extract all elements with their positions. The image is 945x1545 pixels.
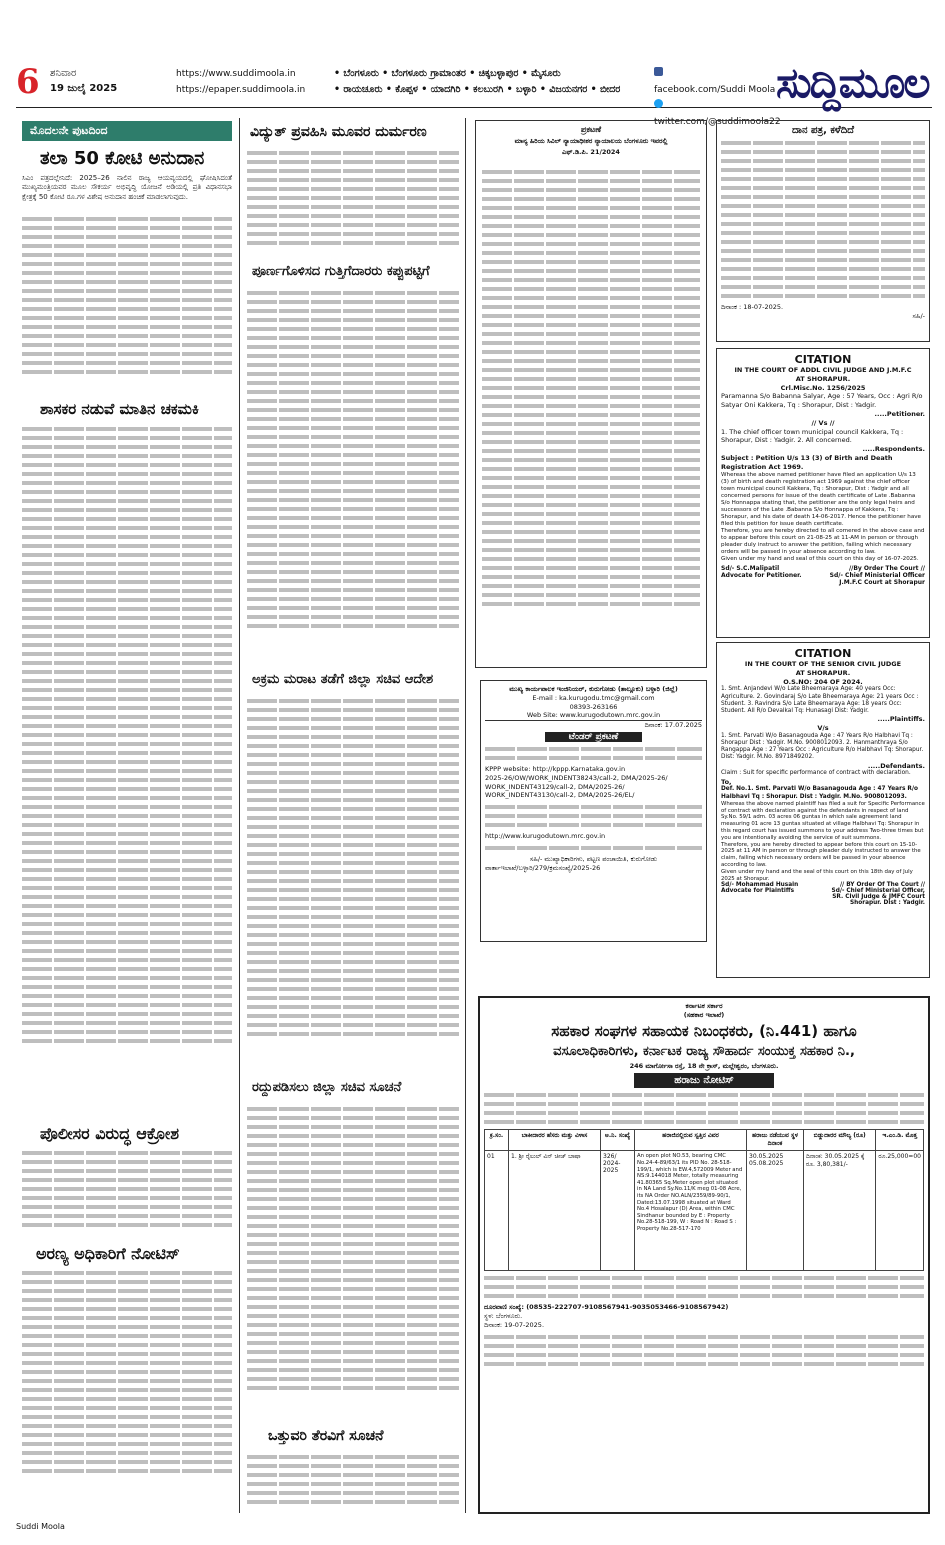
donation-title: ದಾನ ಪತ್ರ, ಕಳೆದಿದೆ [791, 125, 855, 136]
citation1-respondents: 1. The chief officer town municipal council Kakkera, Tq : Shorapur, Dist : Yadgir. 2. All concerned. [721, 427, 904, 445]
tender-email: E-mail : ka.kurugodu.tmc@gmail.com [532, 693, 655, 702]
masthead [16, 58, 932, 127]
citation1-body2: Therefore, you are hereby directed to all comered in the above case and to appear before this court on 21-08-25 at 11-AM in person or through pleader duly instruct to answer the petition, failing which necessary orders will be passed in your absence according to law. [721, 527, 925, 555]
article-body-9 [247, 1450, 459, 1516]
footer-text: Suddi Moola [16, 1522, 65, 1531]
article-body-5 [247, 146, 459, 258]
tender-work-2: WORK_INDENT43129/call-2, DMA/2025-26/ [485, 782, 625, 791]
col-debtor: ಬಾಕೀದಾರರ ಹೆಸರು ಮತ್ತು ವಿಳಾಸ [509, 1130, 601, 1151]
tender-work-1: 2025-26/OW/WORK_INDENT38243/call-2, DMA/2025-26/ [485, 773, 668, 782]
citation2-sign-left2: Advocate for Plaintiffs [721, 888, 795, 895]
city-row-2: • ರಾಯಚೂರು • ಕೊಪ್ಪಳ • ಯಾದಗಿರಿ • ಕಲಬುರಗಿ • ಬಳ್ಳಾರಿ • ವಿಜಯನಗರ • ಬೀದರ [334, 84, 621, 95]
day-label: ಶನಿವಾರ [50, 68, 77, 79]
notice-title: ಪ್ರಕಟಣೆ [580, 125, 602, 134]
auction-phone: ದೂರವಾಣಿ ಸಂಖ್ಯೆ: (08535-222707-9108567941-9035053466-9108567942) [484, 1303, 729, 1312]
donation-sign: ಸಹಿ/- [912, 311, 925, 320]
city-tags [334, 66, 620, 98]
auction-title-2: ವಸೂಲಾಧಿಕಾರಿಗಳು, ಕರ್ನಾಟಕ ರಾಜ್ಯ ಸೌಹಾರ್ದ ಸಂಯುಕ್ತ ಸಹಕಾರ ನಿ., [553, 1043, 855, 1059]
auction-title-1: ಸಹಕಾರ ಸಂಘಗಳ ಸಹಾಯಕ ನಿಬಂಧಕರು, (ನಿ.441) ಹಾಗೂ [551, 1021, 857, 1040]
col-place: ಹರಾಜು ನಡೆಯುವ ಸ್ಥಳ ದಿನಾಂಕ [747, 1130, 804, 1151]
court-notice [475, 120, 707, 668]
citation2-pl-label: .....Plaintiffs. [877, 715, 925, 724]
col-case: ಅ.ನಿ. ಸಂಖ್ಯೆ [601, 1130, 635, 1151]
citation1-petitioner: Paramanna S/o Babanna Salyar, Age : 57 Years, Occ : Agri R/o Satyar Oni Kakkera, Tq : Shorapur, Dist : Yadgir. [721, 392, 923, 410]
citation2-plaintiffs: 1. Smt. Anjandevi W/o Late Bheemaraya Age: 40 years Occ: Agriculture. 2. Govindaraj S/o Late Bheemaraya Age: 21 years Occ : Student. 3. Ravindra S/o Late Bheemaraya Age: 18 years Occ: Student. All R/o Devalkal Tq: Hunasagi Dist: Yadgir. [721, 686, 919, 714]
citation2-defendants: 1. Smt. Parvati W/o Basanagouda Age : 47 Years R/o Halbhavi Tq : Shorapur Dist : Yadgir. M.No. 9008012093. 2. Hanmanthraya S/o Rangappa Age : 27 Years Occ : Agriculture R/o Halbhavi Tq: Shorapur. Dist: Yadgir. M.No. 8971849202. [721, 732, 924, 761]
citation1-signatures [721, 565, 925, 586]
citation2-sign-right3: SR. Civil Judge & JMFC Court [832, 894, 925, 901]
tender-office: ಮುಖ್ಯ ಕಾರ್ಯಪಾಲಕ ಇಂಜಿನಿಯರ್, ಕುರುಗೋಡು (ತಾಲ್ಲೂಕು) ಬಳ್ಳಾರಿ (ಜಿಲ್ಲೆ) [509, 685, 678, 693]
citation1-given: Given under my hand and seal of this court on this day of 16-07-2025. [721, 555, 919, 562]
citation2-body2: Therefore, you are hereby directed to appear before this court on 15-10-2025 at 11 AM in person or through pleader duly instructed to answer the claim, failing which necessary orders will be passed in your absence according to law. [721, 841, 921, 868]
citation1-vs: // Vs // [811, 418, 835, 427]
citation2-sign-right4: Shorapur. Dist : Yadgir. [849, 900, 925, 907]
citation2-body: Whereas the above named plaintiff has filed a suit for Specific Performance of contract with declaration against the defendants in respect of land Sy.No. 59/1 adm. 03 acres 06 guntas in which sale agreement land measuring 01 acre 13 guntas situated at village Halbhavi Tq: Shorapur in this regard court has issued summons to your address Two-three times but you are intentionally avoiding the service of suit summons. [721, 800, 925, 841]
cell-case: 326/ 2024-2025 [601, 1151, 635, 1271]
auction-heading: ಹರಾಜು ನೋಟಿಸ್ [634, 1073, 774, 1088]
notice-subtitle: ಮಾನ್ಯ ಹಿರಿಯ ಸಿವಿಲ್ ನ್ಯಾಯಾಧೀಶರ ನ್ಯಾಯಾಲಯ ಬೆಂಗಳೂರು ಇವರಲ್ಲಿ [514, 137, 668, 145]
citation2-court: IN THE COURT OF THE SENIOR CIVIL JUDGE [744, 660, 902, 668]
article-body-7 [247, 694, 459, 1074]
citation1-sign-right2: Sd/- Chief Ministerial Officer [829, 571, 925, 579]
tender-web: Web Site: www.kurugodutown.mrc.gov.in [485, 711, 702, 721]
cell-place: 30.05.2025 05.08.2025 [747, 1151, 804, 1271]
tender-notice [480, 680, 707, 942]
tender-url[interactable]: http://www.kurugodutown.mrc.gov.in [485, 832, 606, 841]
section-band: ಮೊದಲನೇ ಪುಟದಿಂದ [22, 121, 232, 141]
notice-case: ಎಫ್.ಡಿ.ಪಿ. 21/2024 [562, 147, 620, 156]
cell-no: 01 [485, 1151, 509, 1271]
citation1-sign-left: Sd/- S.C.Malipatil [721, 564, 780, 572]
article-body-8 [247, 1102, 459, 1420]
facebook-text: facebook.com/Suddi Moola [654, 85, 776, 95]
citation2-case: O.S.NO: 204 OF 2024. [783, 677, 863, 686]
auction-place: ಸ್ಥಳ: ಬೆಂಗಳೂರು. [484, 1312, 523, 1321]
cell-emd: ರೂ.25,000=00 [876, 1151, 924, 1271]
citation2-def1: Def. No.1. Smt. Parvati W/o Basanagouda Age : 47 Years R/o Halbhavi Tq : Shorapur. Dist : Yadgir. M.No. 9008012093. [721, 786, 918, 800]
tender-heading: ಟೆಂಡರ್ ಪ್ರಕಟಣೆ [545, 732, 642, 742]
col-property: ಹರಾಜಿನಲ್ಲಿರುವ ಸ್ವತ್ತಿನ ವಿವರ [635, 1130, 747, 1151]
citation-2 [716, 642, 930, 978]
headline-cancel: ರದ್ದುಪಡಿಸಲು ಜಿಲ್ಲಾ ಸಚಿವ ಸೂಚನೆ [252, 1080, 402, 1095]
tender-work-3: WORK_INDENT43130/call-2, DMA/2025-26/EL/ [485, 791, 635, 800]
article-body-4 [22, 1266, 232, 1506]
headline-legislators: ಶಾಸಕರ ನಡುವೆ ಮಾತಿನ ಚಕಮಕಿ [40, 400, 199, 418]
cell-property: An open plot NO.53, bearing CMC No.24-4-89/63/1 its PID No. 28-518-199/1, which is EW.4,572009 Meter and NS:9.144018 Meter, totally measuring 41.80365 Sq.Meter open plot situated in NA Land Sy.No.11/K meg 01-08 Acre, its NA Order NO.ALN/2359/89-90/1, Dated:13.07.1998 situated at Ward No.4 Hosalapur (D) Area, within CMC Sindhanur bounded by E : Property No.28-518-199, W : Road N : Road S : Property No.28-517-170 [635, 1151, 747, 1271]
citation2-given: Given under my hand and the seal of this court on this 18th day of July 2025 at Shorapur. [721, 868, 913, 882]
citation2-sign-right2: Sd/- Chief Ministerial Officer, [831, 888, 925, 895]
article-body-3 [22, 1146, 232, 1236]
tender-phone: 08393-263166 [569, 702, 618, 711]
citation1-place: AT SHORAPUR. [795, 374, 851, 383]
citation1-sign-right3: J.M.F.C Court at Shorapur [839, 578, 925, 586]
citation1-subject: Subject : Petition U/s 13 (3) of Birth and Death Registration Act 1969. [721, 453, 893, 471]
headline-grant: ತಲಾ 50 ಕೋಟಿ ಅನುದಾನ [40, 148, 205, 169]
citation2-vs: V/s [817, 724, 829, 732]
facebook-icon [654, 67, 663, 76]
website-link[interactable]: https://www.suddimoola.in [176, 69, 296, 79]
headline-electrocution: ವಿದ್ಯುತ್ ಪ್ರವಹಿಸಿ ಮೂವರ ದುರ್ಮರಣ [250, 124, 427, 140]
col-no: ಕ್ರ.ಸಂ. [485, 1130, 509, 1151]
citation1-sign-right: //By Order The Court // [848, 564, 925, 572]
citation1-resp-label: .....Respondents. [862, 445, 925, 454]
cell-value: ದಿನಾಂಕ: 30.05.2025 ಕ್ಕೆ ರೂ. 3,80,381/- [804, 1151, 876, 1271]
citation2-def-label: .....Defendants. [867, 761, 925, 770]
donation-notice [716, 120, 930, 342]
citation1-sign-left2: Advocate for Petitioner. [721, 571, 802, 579]
auction-govt2: (ಸಹಕಾರ ಇಲಾಖೆ) [683, 1010, 725, 1019]
tender-date: ದಿನಾಂಕ: 17.07.2025 [644, 721, 702, 730]
headline-encroachment: ಒತ್ತುವರಿ ತೆರವಿಗೆ ಸೂಚನೆ [268, 1428, 384, 1444]
auction-date: ದಿನಾಂಕ: 19-07-2025. [484, 1320, 545, 1329]
url-block [176, 66, 305, 98]
citation-1 [716, 348, 930, 638]
citation1-title: CITATION [794, 353, 852, 366]
citation1-case: Crl.Misc.No. 1256/2025 [780, 383, 866, 392]
article-body-1 [22, 212, 232, 392]
headline-forest-officer: ಅರಣ್ಯ ಅಧಿಕಾರಿಗೆ ನೋಟಿಸ್ [36, 1244, 180, 1263]
citation2-signatures [721, 882, 925, 906]
headline-contractors: ಪೂರ್ಣಗೊಳಿಸದ ಗುತ್ತಿಗೆದಾರರು ಕಪ್ಪುಪಟ್ಟಿಗೆ [252, 264, 430, 279]
citation1-body: Whereas the above named petitioner have filed an application U/s 13 (3) of birth and death registration act 1969 against the chief officer town municipal council Kakkera, Tq : Shorapur, Dist : Yadgir and all concerned persons for issue of the death certificate of Late .Babanna S/o Honnappa stating that, the petitioner are the only legal heirs and successors of the Late .Babanna S/o Honnappa of Kakkera, Tq : Shorapur, and his date of death 14-06-2017. Hence the petitioner have filed this petition for issue death certificate. [721, 471, 921, 527]
auction-header-row [485, 1130, 924, 1151]
tender-kppp[interactable]: KPPP website: http://kppp.Karnataka.gov.in [485, 764, 626, 773]
citation2-place: AT SHORAPUR. [795, 668, 851, 677]
auction-address: 246 ಮಾರ್ಗೋಸಾ ರಸ್ತೆ, 18 ನೇ ಕ್ರಾಸ್, ಮಲ್ಲೇಶ್ವರಂ, ಬೆಂಗಳೂರು. [629, 1061, 779, 1070]
citation2-sign-right: // BY Order Of The Court // [839, 882, 925, 889]
page-number: 6 [16, 62, 40, 102]
twitter-text: twitter.com/@suddimoola22 [654, 117, 781, 127]
citation2-claim: Claim : Suit for specific performance of contract with declaration. [721, 770, 911, 777]
auction-table [484, 1129, 924, 1271]
auction-govt: ಕರ್ನಾಟಕ ಸರ್ಕಾರ [685, 1002, 723, 1010]
epaper-link[interactable]: https://epaper.suddimoola.in [176, 85, 306, 95]
headline-illegal-sale: ಅಕ್ರಮ ಮರಾಟ ತಡೆಗೆ ಜಿಲ್ಲಾ ಸಚಿವ ಆದೇಶ [252, 672, 434, 687]
notice-body [482, 165, 700, 660]
headline-police: ಪೊಲೀಸರ ವಿರುದ್ಧ ಆಕ್ರೋಶ [40, 1124, 179, 1143]
col-value: ಬಿಡ್ಡುದಾರರ ಮೌಲ್ಯ (ರೂ) [804, 1130, 876, 1151]
lead-paragraph: ಸಿಎಂ ಪತ್ರದಲ್ಲೇನಿದೆ: 2025–26 ನಾಲಿನ ರಾಜ್ಯ ಆಯವ್ಯಯದಲ್ಲಿ ಘೋಷಿಸಿದಂತೆ ಮುಖ್ಯಮಂತ್ರಿಯವರ ಮೂಲ ಸೌಕರ್ಯ ಅಭಿವೃದ್ಧಿ ಯೋಜನೆ ಅಡಿಯಲ್ಲಿ ಪ್ರತಿ ವಿಧಾನಸಭಾ ಕ್ಷೇತ್ರಕ್ಕೆ 50 ಕೋಟಿ ರೂ.ಗಳ ವಿಶೇಷ ಅನುದಾನ ಹಂಚಿಕೆ ಮಾಡಲಾಗುವುದು. [22, 174, 232, 201]
citation1-court: IN THE COURT OF ADDL CIVIL JUDGE AND J.M.F.C [734, 366, 912, 374]
tender-signature: ಸಹಿ/- ಮುಖ್ಯಾಧಿಕಾರಿಗಳು, ಪಟ್ಟಣ ಪಂಚಾಯಿತಿ, ಕುರುಗೋಡು [529, 854, 658, 863]
citation2-title: CITATION [794, 647, 852, 660]
table-row [485, 1151, 924, 1271]
city-row-1: • ಬೆಂಗಳೂರು • ಬೆಂಗಳೂರು ಗ್ರಾಮಾಂತರ • ಚಿಕ್ಕಬಳ್ಳಾಪುರ • ಮೈಸೂರು [334, 68, 561, 79]
col-emd: ಇ.ಎಂ.ಡಿ. ಮೊತ್ತ [876, 1130, 924, 1151]
donation-date: ದಿನಾಂಕ : 18-07-2025. [721, 303, 784, 311]
twitter-icon [654, 99, 663, 108]
cell-debtor: 1. ಶ್ರೀ ರೈಲುಲ್ ವಿನ್ ಚೀಜ್ ಬಾಷಾ [509, 1151, 601, 1271]
auction-notice [478, 996, 930, 1514]
article-body-2 [22, 422, 232, 1112]
tender-ref: ವಾರ್ತಾಇಲಾಖೆ/ಬಳ್ಳಾರಿ/279/ಕ್ರಮಸಂಖ್ಯೆ/2025-26 [485, 863, 601, 872]
date-label: 19 ಜುಲೈ 2025 [50, 83, 118, 94]
facebook-link[interactable] [654, 66, 781, 98]
citation2-to: To, [721, 777, 732, 786]
citation1-pet-label: .....Petitioner. [874, 409, 925, 418]
newspaper-logo: ಸುದ್ದಿಮೂಲ [776, 58, 929, 107]
article-body-6 [247, 286, 459, 666]
date-block [50, 66, 117, 96]
citation2-sign-left: Sd/- Mohammad Husain [721, 882, 799, 889]
